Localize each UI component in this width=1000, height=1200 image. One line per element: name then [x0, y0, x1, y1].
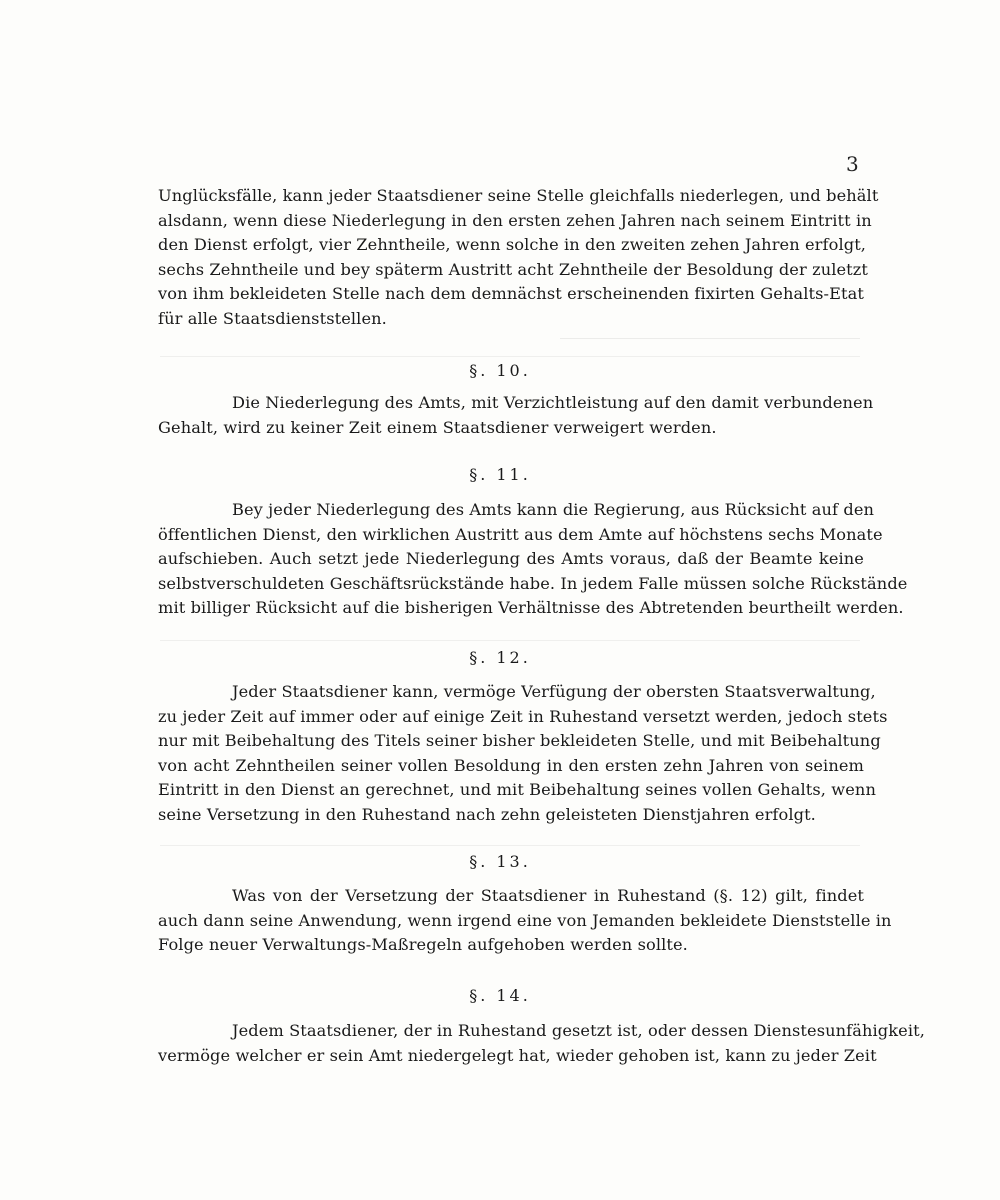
text-line: Jedem Staatsdiener, der in Ruhestand gesetzt ist, oder dessen Dienstesunfähigkeit,	[232, 1021, 925, 1040]
text-line: alsdann, wenn diese Niederlegung in den ersten zehen Jahren nach seinem Eintritt in	[158, 210, 872, 230]
section-heading-12: §. 12.	[469, 648, 531, 667]
text-line: seine Versetzung in den Ruhestand nach zehn geleisteten Dienstjahren erfolgt.	[158, 804, 816, 824]
section-heading-14: §. 14.	[469, 986, 531, 1005]
text-line: Gehalt, wird zu keiner Zeit einem Staatsdiener verweigert werden.	[158, 417, 717, 437]
section-11-paragraph	[158, 498, 908, 621]
text-line: den Dienst erfolgt, vier Zehntheile, wenn solche in den zweiten zehen Jahren erfolgt,	[158, 235, 867, 254]
section-heading-10: §. 10.	[469, 361, 531, 380]
text-line: vermöge welcher er sein Amt niedergelegt hat, wieder gehoben ist, kann zu jeder Zeit	[158, 1045, 877, 1065]
text-line: Folge neuer Verwaltungs-Maßregeln aufgehoben werden sollte.	[158, 935, 688, 954]
text-line: Eintritt in den Dienst an gerechnet, und mit Beibehaltung seines vollen Gehalts, wenn	[158, 780, 876, 799]
text-line: auch dann seine Anwendung, wenn irgend eine von Jemanden bekleidete Dienststelle in	[158, 910, 892, 930]
section-12-paragraph	[158, 680, 888, 827]
text-line: sechs Zehntheile und bey späterm Austritt acht Zehntheile der Besoldung der zuletzt	[158, 259, 869, 279]
text-line: zu jeder Zeit auf immer oder auf einige Zeit in Ruhestand versetzt werden, jedoch stets	[158, 706, 888, 726]
text-line: Bey jeder Niederlegung des Amts kann die Regierung, aus Rücksicht auf den	[232, 500, 875, 519]
text-line: Was von der Versetzung der Staatsdiener in Ruhestand (§. 12) gilt, findet	[232, 886, 864, 905]
section-heading-13: §. 13.	[469, 852, 531, 871]
bleed-through-mark	[560, 338, 860, 347]
text-line: Die Niederlegung des Amts, mit Verzichtleistung auf den damit verbundenen	[232, 393, 874, 412]
continuation-paragraph	[158, 184, 879, 331]
text-line: von ihm bekleideten Stelle nach dem demnächst erscheinenden fixirten Gehalts-Etat	[158, 284, 864, 303]
text-line: öffentlichen Dienst, den wirklichen Austritt aus dem Amte auf höchstens sechs Monate	[158, 524, 883, 544]
text-line: aufschieben. Auch setzt jede Niederlegung des Amts voraus, daß der Beamte keine	[158, 549, 864, 568]
text-line: mit billiger Rücksicht auf die bisherigen Verhältnisse des Abtretenden beurtheilt werden.	[158, 598, 904, 617]
text-line: nur mit Beibehaltung des Titels seiner bisher bekleideten Stelle, und mit Beibehaltung	[158, 731, 881, 750]
section-heading-11: §. 11.	[469, 465, 531, 484]
text-line: Jeder Staatsdiener kann, vermöge Verfügung der obersten Staatsverwaltung,	[232, 682, 876, 701]
text-line: Unglücksfälle, kann jeder Staatsdiener seine Stelle gleichfalls niederlegen, und behält	[158, 186, 879, 205]
section-14-paragraph	[158, 1019, 925, 1068]
section-13-paragraph	[158, 884, 892, 958]
text-line: selbstverschuldeten Geschäftsrückstände habe. In jedem Falle müssen solche Rückstände	[158, 573, 908, 593]
text-line: für alle Staatsdienststellen.	[158, 308, 387, 328]
page-number: 3	[846, 152, 859, 176]
section-10-paragraph	[158, 391, 874, 440]
text-line: von acht Zehntheilen seiner vollen Besoldung in den ersten zehn Jahren von seinem	[158, 755, 864, 775]
